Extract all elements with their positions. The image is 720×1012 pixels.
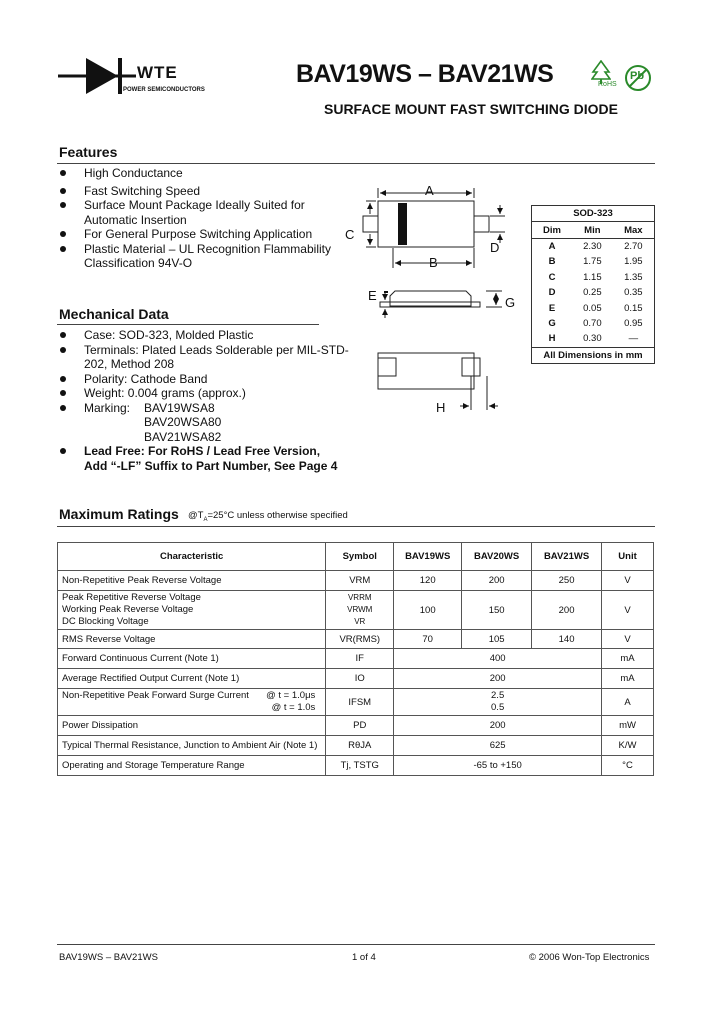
features-divider: [57, 163, 655, 164]
list-item: High Conductance: [58, 166, 348, 181]
table-row: Non-Repetitive Peak Forward Surge Current @ t = 1.0μs @ t = 1.0s IFSM 2.5 0.5 A: [58, 689, 654, 716]
package-diagram: [340, 178, 520, 418]
table-row: Typical Thermal Resistance, Junction to Ambient Air (Note 1) RθJA 625 K/W: [58, 736, 654, 756]
table-row: G 0.70 0.95: [548, 317, 643, 329]
page-subtitle: SURFACE MOUNT FAST SWITCHING DIODE: [324, 101, 618, 117]
col-header: Symbol: [326, 543, 394, 571]
col-header: BAV21WS: [532, 543, 602, 571]
table-row: Operating and Storage Temperature Range Tj, TSTG -65 to +150 °C: [58, 756, 654, 776]
col-header: Unit: [602, 543, 654, 571]
footer-copyright: © 2006 Won-Top Electronics: [529, 952, 650, 963]
footer-page: 1 of 4: [352, 952, 376, 963]
dim-table-caption: All Dimensions in mm: [532, 347, 655, 363]
lead-left: [363, 216, 378, 232]
list-item: Terminals: Plated Leads Solderable per MIL-STD-202, Method 208: [58, 343, 358, 372]
cathode-band: [398, 203, 407, 245]
col-header: Characteristic: [58, 543, 326, 571]
mechanical-heading: Mechanical Data: [59, 306, 169, 322]
package-body: [378, 201, 474, 247]
list-item: Fast Switching Speed: [58, 184, 348, 199]
list-item: [58, 401, 358, 416]
list-item: Weight: 0.004 grams (approx.): [58, 386, 358, 401]
pb-label: Pb: [630, 70, 645, 82]
dim-label-b: B: [429, 255, 438, 270]
list-item: [58, 444, 358, 473]
dim-header: Dim: [532, 222, 573, 238]
dim-label-h: H: [436, 400, 446, 415]
marking-code: A8: [200, 400, 215, 415]
dim-label-a: A: [425, 183, 434, 198]
dim-table-title: SOD-323: [532, 206, 655, 222]
list-item: Plastic Material – UL Recognition Flammability Classification 94V-O: [58, 242, 348, 271]
features-heading: Features: [59, 144, 118, 160]
lead-free-note-1: Lead Free: For RoHS / Lead Free Version,: [84, 444, 321, 458]
logo-text: WTE: [137, 63, 178, 82]
list-item: [58, 430, 358, 445]
page-title: BAV19WS – BAV21WS: [296, 60, 554, 88]
lead-free-note-2: Add “-LF” Suffix to Part Number, See Page 4: [84, 458, 338, 473]
list-item: For General Purpose Switching Application: [58, 227, 348, 242]
marking-code: A80: [200, 415, 222, 429]
table-row: Average Rectified Output Current (Note 1) IO 200 mA: [58, 669, 654, 689]
list-item: Surface Mount Package Ideally Suited for Automatic Insertion: [58, 198, 348, 227]
marking-part: BAV21WS: [144, 429, 200, 444]
footer-divider: [57, 944, 655, 945]
marking-part: BAV20WS: [144, 415, 200, 429]
list-item: Case: SOD-323, Molded Plastic: [58, 328, 358, 343]
table-row: RMS Reverse Voltage VR(RMS) 70 105 140 V: [58, 630, 654, 649]
dim-header: Max: [613, 222, 655, 238]
rohs-label: RoHS: [598, 81, 617, 88]
table-row: H 0.30 —: [548, 333, 639, 345]
mechanical-divider: [57, 324, 319, 325]
ratings-divider: [57, 526, 655, 527]
logo-subtext: POWER SEMICONDUCTORS: [123, 87, 205, 93]
col-header: BAV19WS: [394, 543, 462, 571]
dimension-table: [531, 205, 655, 364]
list-item: Polarity: Cathode Band: [58, 372, 358, 387]
table-row: B 1.75 1.95: [548, 256, 643, 268]
features-list: [58, 166, 348, 271]
table-row: D 0.25 0.35: [548, 287, 643, 299]
marking-part: BAV19WS: [144, 400, 200, 415]
mechanical-list: [58, 328, 358, 473]
lead-right: [474, 216, 489, 232]
table-row: E 0.05 0.15: [548, 302, 643, 314]
dim-label-g: G: [505, 295, 516, 310]
dim-label-d: D: [490, 240, 500, 255]
table-row: Power Dissipation PD 200 mW: [58, 716, 654, 736]
table-row: Peak Repetitive Reverse Voltage Working Peak Reverse Voltage DC Blocking Voltage VRRM VRWM VR 100 150 200 V: [58, 591, 654, 630]
table-row: Non-Repetitive Peak Reverse Voltage VRM 120 200 250 V: [58, 571, 654, 591]
ratings-condition: $@T_A=25^\circ C$ unless otherwise specified: [188, 510, 348, 523]
col-header: BAV20WS: [462, 543, 532, 571]
dim-label-c: C: [345, 227, 355, 242]
dim-label-e: E: [368, 288, 377, 303]
table-row: C 1.15 1.35: [548, 271, 643, 283]
marking-code: A82: [200, 429, 222, 444]
list-item: [58, 415, 358, 430]
table-row: A 2.30 2.70: [548, 240, 643, 252]
dim-header: Min: [572, 222, 613, 238]
footer-left: BAV19WS – BAV21WS: [59, 952, 158, 963]
table-row: Forward Continuous Current (Note 1) IF 400 mA: [58, 649, 654, 669]
ratings-table: [57, 542, 654, 776]
ratings-heading: Maximum Ratings: [59, 506, 179, 522]
marking-label: Marking:: [84, 400, 131, 415]
